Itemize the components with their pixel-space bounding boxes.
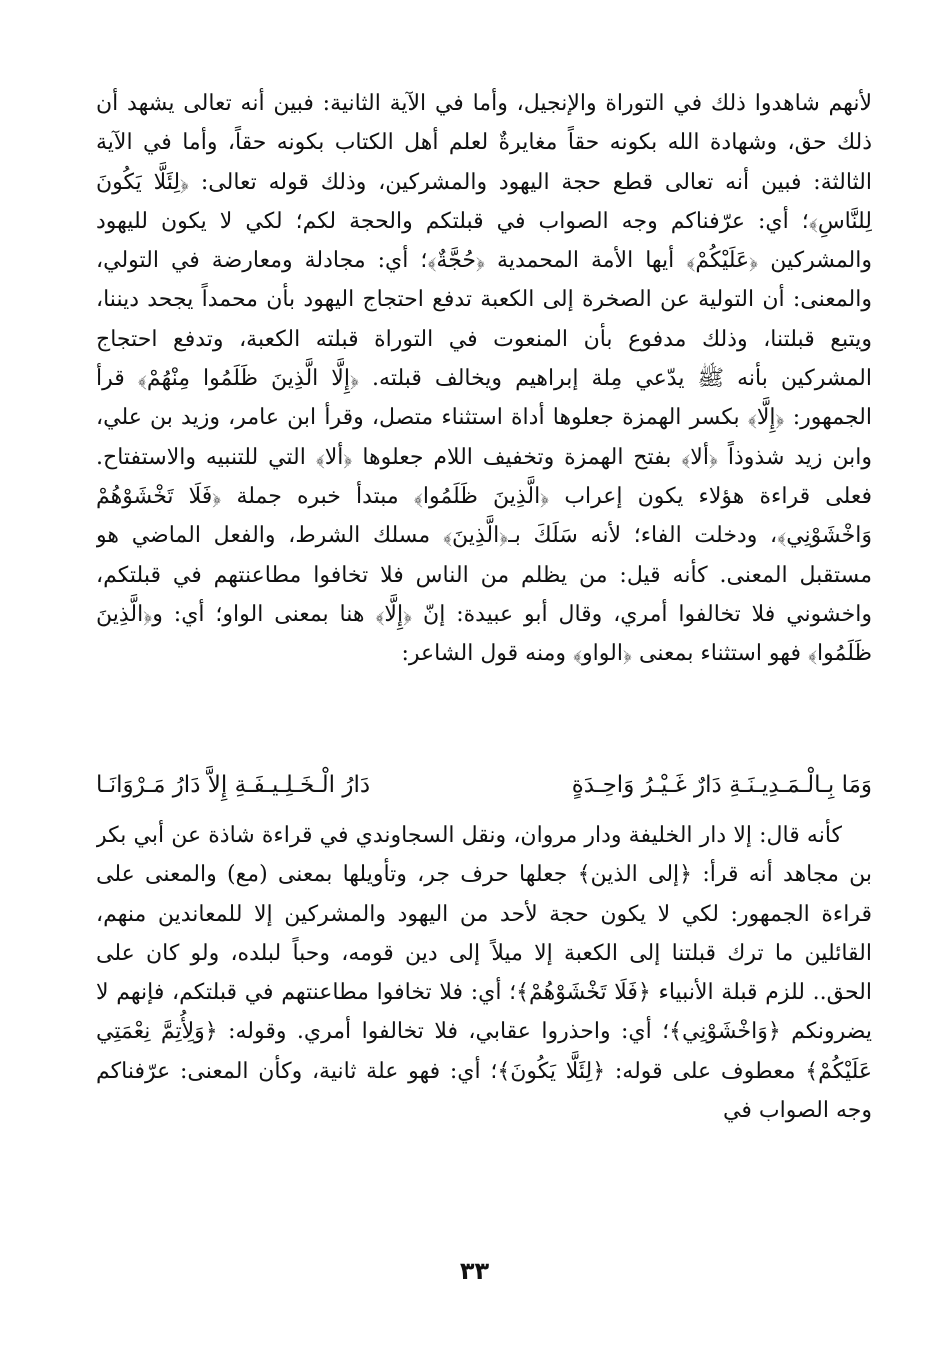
paragraph-1: لأنهم شاهدوا ذلك في التوراة والإنجيل، وأما في الآية الثانية: فبين أنه تعالى يشهد أن ذلك حق، وشهادة الله بكونه حقاً مغايرةٌ لعلم أهل الكتاب بكونه حقاً، وأما في الآية الثالثة: فبين أنه تعالى قطع حجة اليهود والمشركين، وذلك قوله تعالى: ﴿لِئَلَّا يَكُونَ لِلنَّاسِ﴾؛ أي: عرّفناكم وجه الصواب في قبلتكم والحجة لكم؛ لكي لا يكون لليهود والمشركين ﴿عَلَيْكُمْ﴾ أيها الأمة المحمدية ﴿حُجَّةٌ﴾؛ أي: مجادلة ومعارضة في التولي، والمعنى: أن التولية عن الصخرة إلى الكعبة تدفع احتجاج اليهود بأن محمداً يجحد ديننا، ويتبع قبلتنا، وذلك مدفوع بأن المنعوت في التوراة قبلته الكعبة، وتدفع احتجاج المشركين بأنه ﷺ يدّعي مِلة إبراهيم ويخالف قبلته. ﴿إِلَّا الَّذِينَ ظَلَمُوا مِنْهُمْ﴾ قرأ الجمهور: ﴿إِلَّا﴾ بكسر الهمزة جعلوها أداة استثناء متصل، وقرأ ابن عامر، وزيد بن علي، وابن زيد شذوذاً ﴿ألا﴾ بفتح الهمزة وتخفيف اللام جعلوها ﴿ألا﴾ التي للتنبيه والاستفتاح. فعلى قراءة هؤلاء يكون إعراب ﴿الَّذِينَ ظَلَمُوا﴾ مبتدأ خبره جملة ﴿فَلَا تَخْشَوْهُمْ وَاخْشَوْنِي﴾، ودخلت الفاء؛ لأنه سَلَكَ بـ﴿الَّذِينَ﴾ مسلك الشرط، والفعل الماضي هو مستقبل المعنى. كأنه قيل: من يظلم من الناس فلا تخافوا مطاعنتهم في قبلتكم، واخشوني فلا تخالفوا أمري، وقال أبو عبيدة: إنّ ﴿إِلَّا﴾ هنا بمعنى الواو؛ أي: و﴿الَّذِينَ ظَلَمُوا﴾ فهو استثناء بمعنى ﴿الواو﴾ ومنه قول الشاعر: xyxy=(96,91,872,667)
page-number: ٣٣ xyxy=(459,1257,490,1285)
verse-second-hemistich: دَارُ الْـخَـلِـيـفَـةِ إِلاَّ دَارُ مَـرْوَانَـا xyxy=(96,772,371,798)
page-body xyxy=(96,84,872,1246)
paragraph-2: كأنه قال: إلا دار الخليفة ودار مروان، ونقل السجاوندي في قراءة شاذة عن أبي بكر بن مجاهد أنه قرأ: ﴿إلى الذين﴾ جعلها حرف جر، وتأويلها بمعنى (مع) والمعنى على قراءة الجمهور: لكي لا يكون حجة لأحد من اليهود والمشركين إلا للمعاندين منهم، القائلين ما ترك قبلتنا إلى الكعبة إلا ميلاً إلى دين قومه، وحباً لبلده، ولو كان على الحق.. للزم قبلة الأنبياء ﴿فَلَا تَخْشَوْهُمْ﴾؛ أي: فلا تخافوا مطاعنتهم في قبلتكم، فإنهم لا يضرونكم ﴿وَاخْشَوْنِي﴾؛ أي: واحذروا عقابي، فلا تخالفوا أمري. وقوله: ﴿وَلِأُتِمَّ نِعْمَتِي عَلَيْكُمْ﴾ معطوف على قوله: ﴿لِئَلَّا يَكُونَ﴾؛ أي: فهو علة ثانية، وكأن المعنى: عرّفناكم وجه الصواب في xyxy=(96,823,872,1124)
poetry-verse xyxy=(96,762,872,808)
verse-first-hemistich: وَمَا بِـالْـمَـدِيـنَـةِ دَارٌ غَـيْـرُ وَاحِـدَةٍ xyxy=(571,772,872,798)
